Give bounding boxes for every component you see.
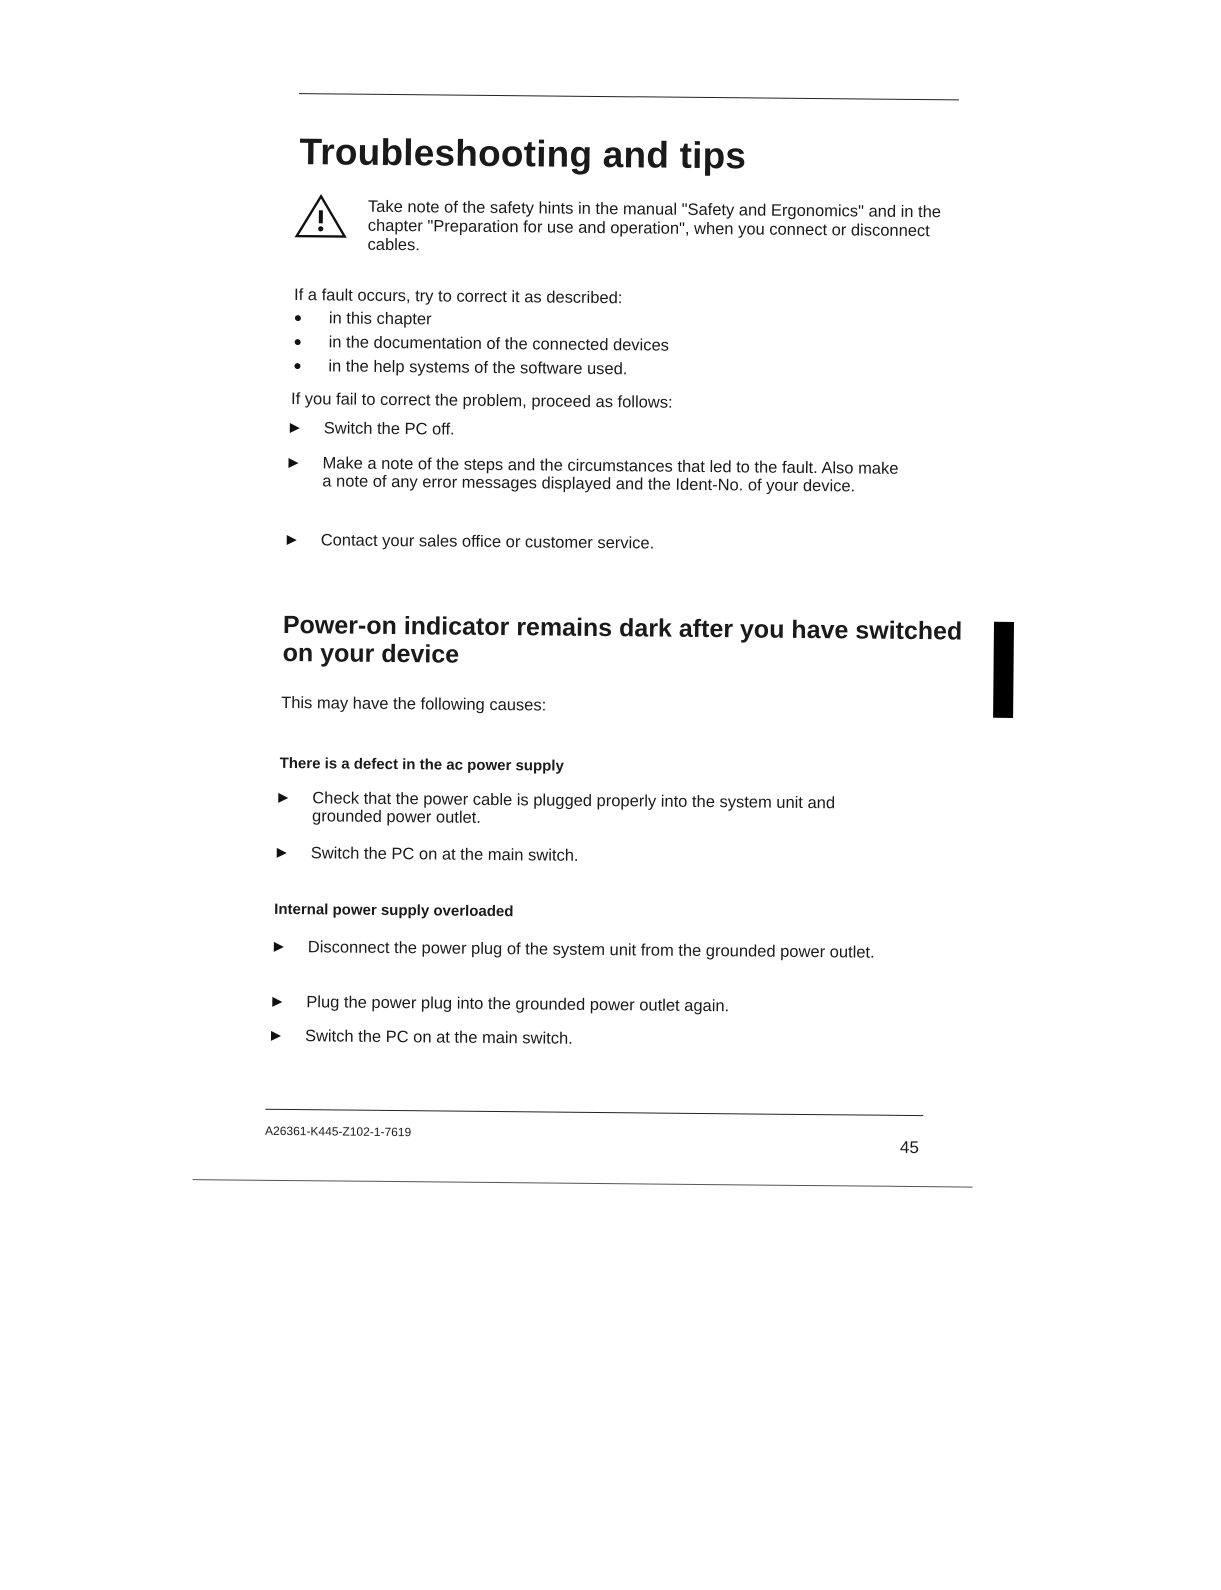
step-item (278, 789, 888, 831)
section-title: Power-on indicator remains dark after you have switched on your device (282, 610, 963, 669)
step-text: Switch the PC off. (323, 419, 455, 439)
arrow-bullet-icon (271, 1031, 281, 1041)
fault-bullet-list (292, 308, 853, 385)
step-text: Plug the power plug into the grounded power outlet again. (306, 993, 730, 1016)
bullet-dot-icon (295, 339, 301, 345)
step-item (274, 938, 884, 962)
step-item (277, 844, 887, 868)
chapter-tab-marker (993, 622, 1014, 718)
arrow-bullet-icon (272, 997, 282, 1007)
step-item (272, 993, 882, 1017)
fault-intro: If a fault occurs, try to correct it as described: (294, 286, 623, 308)
footer-rule (265, 1109, 923, 1116)
bullet-dot-icon (294, 363, 300, 369)
step-text: Switch the PC on at the main switch. (310, 844, 579, 865)
list-item (293, 308, 853, 333)
page-title: Troubleshooting and tips (299, 131, 747, 177)
section-intro: This may have the following causes: (281, 693, 547, 715)
warning-triangle-icon (295, 193, 351, 240)
list-item-text: in this chapter (328, 309, 432, 329)
list-item-text: in the documentation of the connected devices (328, 333, 670, 355)
step-text: Check that the power cable is plugged properly into the system unit and grounded power outlet. (312, 789, 836, 827)
step-item (288, 454, 908, 496)
step-item (271, 1027, 881, 1051)
document-id: A26361-K445-Z102-1-7619 (265, 1123, 412, 1140)
arrow-bullet-icon (277, 848, 287, 858)
top-rule (299, 93, 959, 100)
bottom-edge-rule (193, 1179, 973, 1187)
arrow-bullet-icon (290, 423, 300, 433)
arrow-bullet-icon (274, 942, 284, 952)
cause-heading: There is a defect in the ac power supply (279, 754, 564, 775)
safety-note: Take note of the safety hints in the manual "Safety and Ergonomics" and in the chapter "Preparation for use and operation", when you connect or disconnect cables. (367, 197, 942, 255)
cause-heading: Internal power supply overloaded (274, 900, 514, 921)
bullet-dot-icon (295, 315, 301, 321)
step-text: Switch the PC on at the main switch. (304, 1027, 573, 1048)
arrow-bullet-icon (287, 535, 297, 545)
step-text: Contact your sales office or customer service. (320, 531, 655, 553)
list-item (293, 332, 853, 357)
list-item (292, 356, 852, 381)
step-item (290, 419, 910, 443)
step-text: Disconnect the power plug of the system unit from the grounded power outlet. (307, 938, 875, 962)
fail-intro: If you fail to correct the problem, proceed as follows: (291, 390, 673, 412)
step-item (287, 531, 907, 555)
list-item-text: in the help systems of the software used. (328, 357, 628, 379)
page-number: 45 (899, 1137, 919, 1158)
step-text: Make a note of the steps and the circumstances that led to the fault. Also make a note of any error messages displayed and the Ident-No. of your device. (322, 454, 899, 496)
arrow-bullet-icon (278, 793, 288, 803)
arrow-bullet-icon (288, 458, 298, 468)
